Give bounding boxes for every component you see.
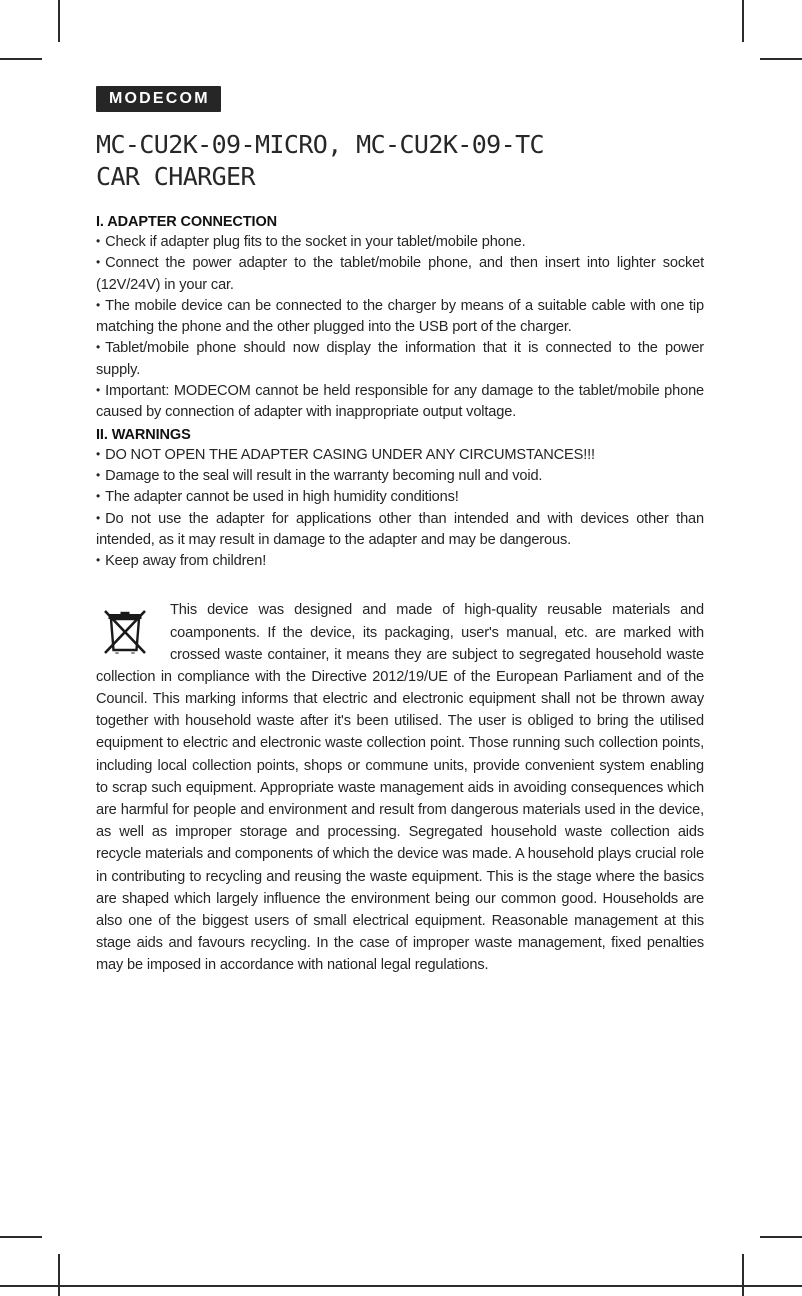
- list-item: • Keep away from children!: [96, 551, 704, 572]
- manual-page: [96, 86, 704, 976]
- weee-notice: [96, 599, 704, 976]
- page-title-product-line: CAR CHARGER: [96, 162, 255, 191]
- modecom-logo: MODECOM: [96, 86, 221, 112]
- list-item: • The adapter cannot be used in high humidity conditions!: [96, 487, 704, 508]
- crop-mark-top-right-vertical: [742, 0, 744, 42]
- list-item: • DO NOT OPEN THE ADAPTER CASING UNDER ANY CIRCUMSTANCES!!!: [96, 445, 704, 466]
- section-heading-adapter-connection: I. ADAPTER CONNECTION: [96, 214, 278, 230]
- crop-mark-bottom-left-vertical: [58, 1254, 60, 1296]
- section-heading-warnings: II. WARNINGS: [96, 426, 191, 443]
- page-title-model-line: MC-CU2K-09-MICRO, MC-CU2K-09-TC: [96, 130, 544, 159]
- crop-mark-bottom-right-vertical: [742, 1254, 744, 1296]
- crop-mark-bottom-right-horizontal: [760, 1236, 802, 1238]
- crop-mark-top-left-vertical: [58, 0, 60, 42]
- list-item: • The mobile device can be connected to the charger by means of a suitable cable with one tip matching the phone and the other plugged into the USB port of the charger.: [96, 296, 704, 339]
- weee-notice-text: This device was designed and made of high-quality reusable materials and coamponents. If the device, its packaging, user's manual, etc. are marked with crossed waste container, it means they are subject to segregated household waste collection in compliance with the Directive 2012/19/UE of the European Parliament and of the Council. This marking informs that electric and electronic equipment shall not be thrown away together with household waste after it's been utilised. The user is obliged to bring the utilised equipment to electric and electronic waste collection point. Those running such collection points, including local collection points, shops or commune units, provide convenient system enabling to scrap such equipment. Appropriate waste management aids in avoiding consequences which are harmful for people and environment and result from dangerous materials used in the device, as well as improper storage and processing. Segregated household waste collection aids recycle materials and components of which the device was made. A household plays crucial role in contributing to recycling and reusing the waste equipment. This is the stage where the basics are shaped which largely influence the environment being our common good. Households are also one of the biggest users of small electrical equipment. Reasonable management at this stage aids and favours recycling. In the case of improper waste management, fixed penalties may be imposed in accordance with national legal regulations.: [96, 602, 704, 974]
- crossed-out-wheelie-bin-icon: [102, 603, 148, 655]
- crop-mark-top-right-horizontal: [760, 58, 802, 60]
- crop-mark-top-left-horizontal: [0, 58, 42, 60]
- list-item: • Connect the power adapter to the tablet/mobile phone, and then insert into lighter socket (12V/24V) in your car.: [96, 253, 704, 296]
- list-item: • Important: MODECOM cannot be held responsible for any damage to the tablet/mobile phone caused by connection of adapter with inappropriate output voltage.: [96, 381, 704, 424]
- list-item: • Tablet/mobile phone should now display the information that it is connected to the power supply.: [96, 338, 704, 381]
- list-item: • Damage to the seal will result in the warranty becoming null and void.: [96, 466, 704, 487]
- crop-mark-bottom-left-horizontal: [0, 1236, 42, 1238]
- page-bottom-rule: [0, 1285, 802, 1287]
- list-item: • Check if adapter plug fits to the socket in your tablet/mobile phone.: [96, 232, 704, 253]
- page-title: [96, 129, 704, 193]
- list-item: • Do not use the adapter for applications other than intended and with devices other than intended, as it may result in damage to the adapter and may be dangerous.: [96, 509, 704, 552]
